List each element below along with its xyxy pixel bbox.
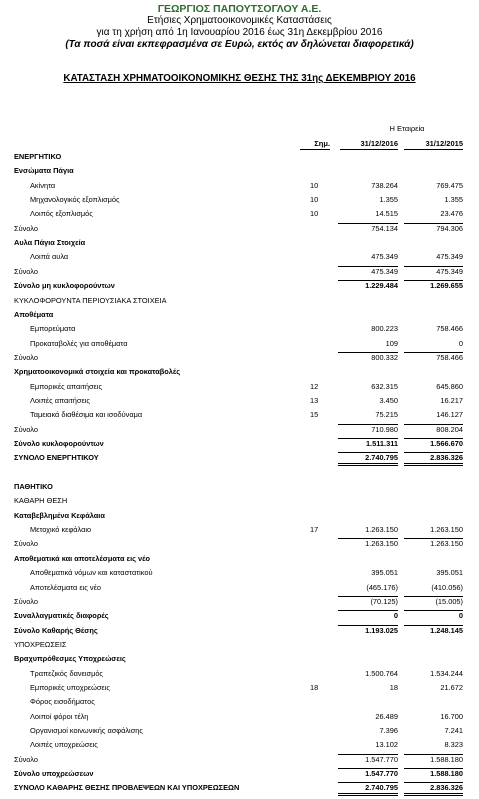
value-2015: 1.248.145 — [430, 625, 463, 635]
statement-row — [0, 151, 479, 163]
value-2015: 1.588.180 — [430, 769, 463, 779]
statement-row — [0, 165, 479, 177]
statement-row — [0, 668, 479, 680]
value-2015: 1.263.150 — [430, 539, 463, 549]
row-label: ΕΝΕΡΓΗΤΙΚΟ — [14, 152, 62, 161]
statement-row — [0, 653, 479, 665]
statement-row — [0, 266, 479, 278]
value-2015: 1.534.244 — [430, 668, 463, 678]
row-label: ΚΥΚΛΟΦΟΡΟΥΝΤΑ ΠΕΡΙΟΥΣΙΑΚΑ ΣΤΟΙΧΕΙΑ — [14, 295, 167, 305]
row-label: Τραπεζικός δανεισμός — [30, 668, 103, 678]
statement-row — [0, 639, 479, 651]
currency-note: (Τα ποσά είναι εκπεφρασμένα σε Ευρώ, εκτός αν δηλώνεται διαφορετικά) — [65, 39, 414, 50]
total-rule — [404, 223, 463, 224]
value-2016: 14.515 — [375, 209, 398, 219]
row-note: 10 — [310, 209, 319, 219]
total-rule — [338, 280, 398, 281]
value-2015: 8.323 — [444, 740, 463, 750]
row-label: Σύνολο μη κυκλοφορούντων — [14, 281, 115, 291]
value-2016: 7.396 — [379, 726, 398, 735]
statement-row — [0, 610, 479, 622]
statement-row — [0, 237, 479, 249]
statement-row — [0, 194, 479, 206]
row-label: Χρηματοοικονομικά στοιχεία και προκαταβολές — [14, 367, 181, 377]
value-2015: 0 — [458, 338, 463, 348]
row-label: ΣΥΝΟΛΟ ΕΝΕΡΓΗΤΙΚΟΥ — [14, 453, 99, 463]
value-2016: 1.500.764 — [365, 668, 398, 678]
row-label: Λοιπός εξοπλισμός — [30, 209, 93, 219]
value-2015: 1.263.150 — [430, 525, 463, 535]
total-rule — [404, 768, 463, 769]
value-2016: 2.740.795 — [365, 453, 398, 463]
row-label: Σύνολο — [14, 754, 38, 764]
value-2016: 13.102 — [375, 740, 398, 750]
statement-row — [0, 208, 479, 220]
value-2016: 2.740.795 — [365, 783, 398, 793]
row-note: 10 — [310, 195, 319, 205]
value-2015: 769.475 — [436, 180, 463, 190]
statement-row — [0, 295, 479, 307]
report-subtitle: Ετήσιες Χρηματοοικονομικές Καταστάσεις — [147, 15, 332, 26]
row-label: Αυλα Πάγια Στοιχεία — [14, 238, 86, 248]
row-label: Συναλλαγματικές διαφορές — [14, 611, 109, 621]
total-rule — [338, 424, 398, 425]
row-label: Φόρος εισοδήματος — [30, 697, 95, 707]
row-note: 17 — [310, 525, 319, 535]
value-2016: 1.193.025 — [365, 625, 398, 635]
total-rule — [404, 625, 463, 626]
row-label: Ταμειακά διαθέσιμα και ισοδύναμα — [30, 410, 143, 420]
total-rule — [404, 782, 463, 783]
row-label: Αποθεματικά νόμων και καταστατικού — [30, 568, 153, 578]
row-note: 18 — [310, 682, 319, 692]
value-2015: 758.466 — [436, 324, 463, 334]
value-2016: 1.263.150 — [365, 539, 398, 549]
value-2016: 800.223 — [371, 324, 398, 334]
statement-row — [0, 309, 479, 321]
statement-row — [0, 538, 479, 550]
value-2015: (15.005) — [435, 596, 463, 606]
statement-row — [0, 510, 479, 522]
value-2015: 0 — [458, 611, 463, 621]
statement-row — [0, 596, 479, 608]
statement-row — [0, 424, 479, 436]
row-note: 15 — [310, 410, 319, 420]
value-2015: (410.056) — [431, 582, 463, 592]
row-label: ΥΠΟΧΡΕΩΣΕΙΣ — [14, 639, 67, 649]
value-2016: (70.125) — [370, 596, 398, 606]
row-label: Μετοχικό κεφάλαιο — [30, 525, 92, 535]
statement-row — [0, 582, 479, 594]
value-2015: 1.355 — [444, 195, 463, 205]
value-2016: 109 — [385, 338, 398, 348]
statement-row — [0, 768, 479, 780]
statement-row — [0, 251, 479, 263]
row-label: ΚΑΘΑΡΗ ΘΕΣΗ — [14, 496, 68, 506]
value-2016: 475.349 — [371, 266, 398, 276]
value-2015: 16.217 — [440, 395, 463, 405]
total-rule — [404, 610, 463, 611]
year-2015-column-header: 31/12/2015 — [404, 139, 463, 150]
statement-row — [0, 524, 479, 536]
statement-row — [0, 553, 479, 565]
value-2016: 710.980 — [371, 424, 398, 434]
value-2016: 738.264 — [371, 180, 398, 190]
statement-title: ΚΑΤΑΣΤΑΣΗ ΧΡΗΜΑΤΟΟΙΚΟΝΟΜΙΚΗΣ ΘΕΣΗΣ ΤΗΣ 31ης ΔΕΚΕΜΒΡΙΟΥ 2016 — [63, 73, 416, 84]
value-2016: 1.355 — [379, 195, 398, 205]
total-rule — [404, 452, 463, 453]
statement-row — [0, 625, 479, 637]
value-2015: 1.269.655 — [430, 281, 463, 291]
value-2016: 0 — [393, 611, 398, 621]
value-2015: 808.204 — [436, 424, 463, 434]
row-label: Σύνολο κυκλοφορούντων — [14, 439, 104, 448]
row-label: Ενσώματα Πάγια — [14, 166, 74, 176]
value-2016: 1.547.770 — [365, 769, 398, 779]
statement-row — [0, 725, 479, 737]
statement-row — [0, 366, 479, 378]
value-2016: (465.176) — [366, 582, 398, 592]
statement-row — [0, 438, 479, 450]
statement-row — [0, 754, 479, 766]
value-2016: 1.511.311 — [365, 439, 398, 448]
value-2016: 1.229.484 — [365, 281, 398, 291]
statement-row — [0, 711, 479, 723]
statement-row — [0, 495, 479, 507]
statement-row — [0, 323, 479, 335]
value-2015: 758.466 — [436, 352, 463, 362]
entity-column-header: Η Εταιρεία — [389, 124, 425, 133]
total-rule — [338, 438, 398, 439]
statement-row — [0, 338, 479, 350]
statement-row — [0, 395, 479, 407]
row-label: ΣΥΝΟΛΟ ΚΑΘΑΡΗΣ ΘΕΣΗΣ ΠΡΟΒΛΕΨΕΩΝ ΚΑΙ ΥΠΟΧΡΕΩΣΕΩΝ — [14, 783, 240, 793]
value-2016: 800.332 — [371, 352, 398, 362]
note-column-header: Σημ. — [300, 139, 330, 150]
value-2015: 645.860 — [436, 381, 463, 391]
statement-row — [0, 409, 479, 421]
statement-row — [0, 452, 479, 464]
statement-row — [0, 352, 479, 364]
value-2016: 395.051 — [371, 568, 398, 578]
total-rule — [338, 596, 398, 597]
value-2015: 2.836.326 — [430, 453, 463, 463]
row-label: Αποθέματα — [14, 309, 54, 319]
row-label: Σύνολο — [14, 424, 38, 434]
total-rule — [338, 538, 398, 539]
value-2016: 18 — [389, 682, 398, 692]
value-2016: 754.134 — [371, 223, 398, 233]
total-rule — [338, 452, 398, 453]
statement-row — [0, 782, 479, 794]
row-label: Σύνολο — [14, 539, 38, 549]
report-period: για τη χρήση από 1η Ιανουαρίου 2016 έως 31η Δεκεμβρίου 2016 — [96, 27, 383, 38]
row-label: Λοιπές υποχρεώσεις — [30, 740, 98, 750]
double-underline — [404, 793, 463, 796]
statement-row — [0, 180, 479, 192]
row-label: ΠΑΘΗΤΙΚΟ — [14, 482, 53, 492]
value-2016: 26.489 — [375, 711, 398, 721]
row-label: Βραχυπρόθεσμες Υποχρεώσεις — [14, 654, 126, 664]
total-rule — [338, 266, 398, 267]
company-name: ΓΕΩΡΓΙΟΣ ΠΑΠΟΥΤΣΟΓΛΟΥ Α.Ε. — [157, 3, 322, 15]
value-2015: 23.476 — [440, 209, 463, 219]
row-label: Καταβεβλημένα Κεφάλαια — [14, 510, 105, 520]
statement-row — [0, 280, 479, 292]
value-2015: 794.306 — [436, 223, 463, 233]
total-rule — [338, 754, 398, 755]
total-rule — [338, 625, 398, 626]
statement-row — [0, 381, 479, 393]
row-note: 10 — [310, 180, 319, 190]
total-rule — [404, 280, 463, 281]
row-label: Οργανισμοί κοινωνικής ασφάλισης — [30, 726, 143, 735]
total-rule — [338, 782, 398, 783]
statement-row — [0, 696, 479, 708]
row-label: Εμπορεύματα — [30, 324, 76, 334]
value-2016: 632.315 — [371, 381, 398, 391]
value-2015: 1.566.670 — [430, 439, 463, 448]
value-2016: 1.263.150 — [365, 525, 398, 535]
total-rule — [404, 424, 463, 425]
row-label: Σύνολο — [14, 596, 38, 606]
total-rule — [404, 352, 463, 353]
year-2016-column-header: 31/12/2016 — [340, 139, 398, 150]
row-label: Σύνολο — [14, 266, 38, 276]
total-rule — [338, 352, 398, 353]
row-note: 13 — [310, 395, 319, 405]
row-label: Λοιποί φόροι τέλη — [30, 711, 89, 721]
total-rule — [404, 438, 463, 439]
row-label: Λοιπές απαιτήσεις — [30, 395, 90, 405]
row-label: Λοιπά αυλα — [30, 252, 69, 262]
total-rule — [404, 754, 463, 755]
statement-row — [0, 739, 479, 751]
double-underline — [338, 793, 398, 796]
statement-row — [0, 481, 479, 493]
total-rule — [338, 223, 398, 224]
statement-row — [0, 567, 479, 579]
total-rule — [338, 768, 398, 769]
row-label: Αποθεματικά και αποτελέσματα εις νέο — [14, 553, 151, 563]
value-2015: 395.051 — [436, 568, 463, 578]
row-label: Εμπορικές υποχρεώσεις — [30, 682, 110, 692]
row-note: 12 — [310, 381, 319, 391]
value-2015: 16.700 — [440, 711, 463, 721]
value-2015: 475.349 — [436, 266, 463, 276]
statement-row — [0, 223, 479, 235]
row-label: Σύνολο Καθαρής Θέσης — [14, 625, 98, 635]
value-2015: 2.836.326 — [430, 783, 463, 793]
row-label: Σύνολο — [14, 223, 38, 233]
value-2015: 7.241 — [444, 726, 463, 735]
value-2016: 75.215 — [375, 410, 398, 420]
total-rule — [338, 610, 398, 611]
value-2016: 3.450 — [379, 395, 398, 405]
row-label: Αποτελέσματα εις νέο — [30, 582, 102, 592]
row-label: Σύνολο υποχρεώσεων — [14, 769, 94, 779]
statement-row — [0, 682, 479, 694]
row-label: Προκαταβολές για αποθέματα — [30, 338, 128, 348]
value-2015: 21.672 — [440, 682, 463, 692]
value-2015: 1.588.180 — [430, 754, 463, 764]
row-label: Εμπορικές απαιτήσεις — [30, 381, 103, 391]
value-2015: 146.127 — [436, 410, 463, 420]
value-2015: 475.349 — [436, 252, 463, 262]
total-rule — [404, 266, 463, 267]
row-label: Ακίνητα — [30, 180, 56, 190]
total-rule — [404, 538, 463, 539]
row-label: Μηχανολογικός εξοπλισμός — [30, 195, 120, 205]
value-2016: 1.547.770 — [365, 754, 398, 764]
total-rule — [404, 596, 463, 597]
statement-row — [0, 467, 479, 479]
value-2016: 475.349 — [371, 252, 398, 262]
row-label: Σύνολο — [14, 352, 38, 362]
